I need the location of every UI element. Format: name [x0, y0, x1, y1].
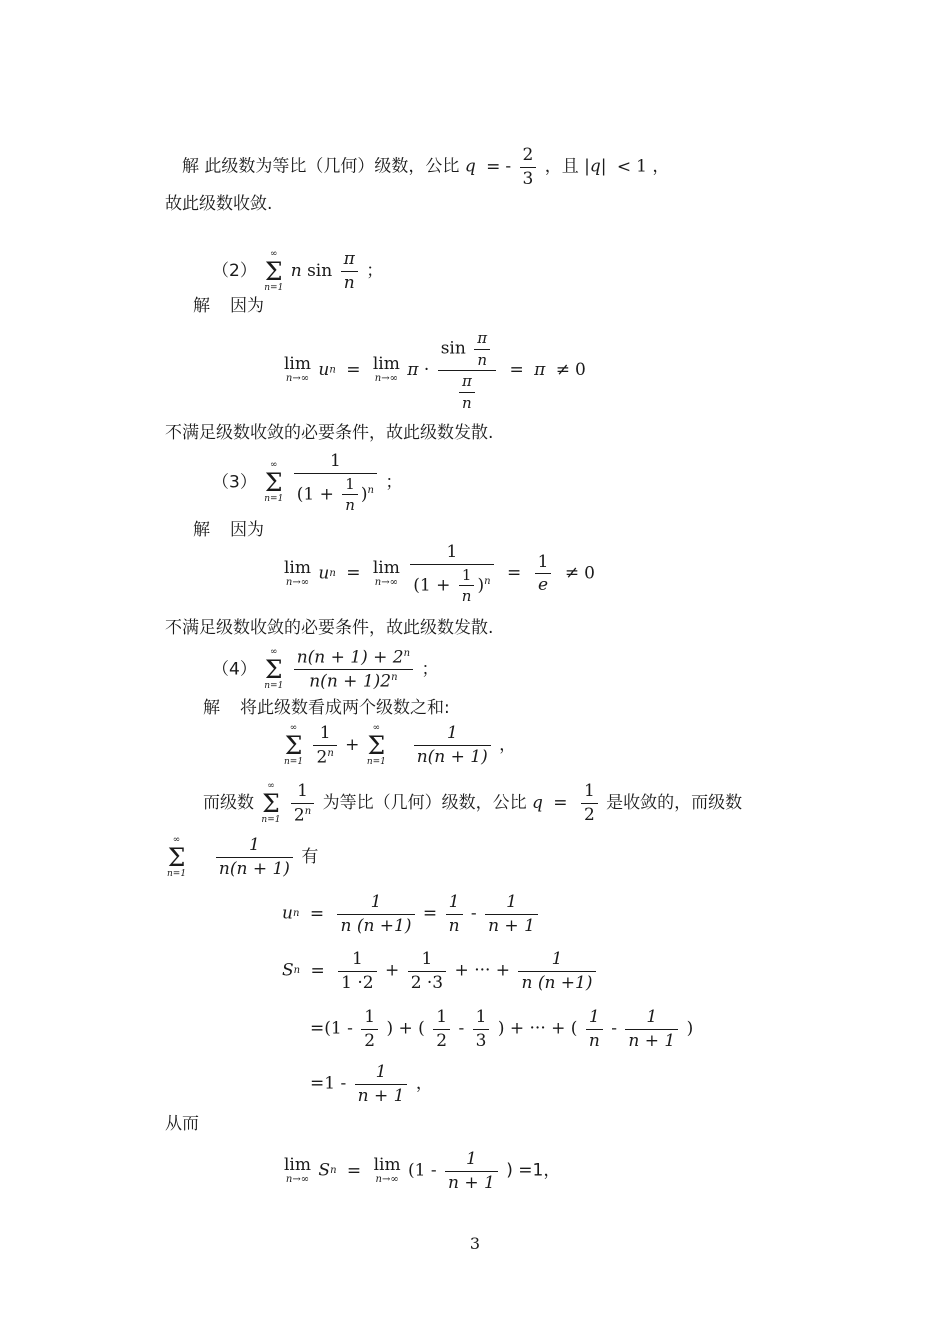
solution-because-3: 解 因为 [193, 520, 264, 540]
fraction-pi-over-n: $\frac{\pi}{n}$ [341, 250, 358, 292]
problem-3: （3） ∞ Σ n=1 1 (1 + $\frac{1}{n}$ )$^n$ ； [212, 451, 403, 515]
sum-symbol: ∞ Σ n=1 [264, 460, 284, 505]
limit-equation-2: lim n→∞ un = lim n→∞ π · sin $\frac{\pi}{n}$ $\frac{\pi}{n}$ = π ≠ 0 [284, 329, 586, 412]
problem-4: （4） ∞ Σ n=1 $\frac{n(n + 1) + 2^n}{n(n + 1)2^n}$ ； [212, 647, 439, 692]
fraction-one-half: $\frac{1}{2}$ [581, 782, 598, 824]
sum-symbol: ∞ Σ n=1 [284, 723, 304, 768]
solution-split-4: 解 将此级数看成两个级数之和: [203, 698, 450, 718]
hence-line: 从而 [165, 1114, 199, 1134]
geometric-series-note: 而级数 ∞ Σ n=1 $\frac{1}{2^n}$ 为等比（几何）级数，公比 q = $\frac{1}{2}$ 是收敛的，而级数 [203, 781, 743, 826]
limit-operator: lim n→∞ [372, 354, 400, 385]
solution-line-1: 解 此级数为等比（几何）级数，公比 q = - $\frac{2}{3}$ ，且 |q| < 1 ， [182, 145, 670, 189]
partial-sum-definition: Sn = $\frac{1}{1 \cdot 2}$ + $\frac{1}{2 \cdot 3}$ + ··· + $\frac{1}{n (n +1)}$ [282, 950, 599, 992]
partial-sum-result: =1 - $\frac{1}{n + 1}$ ， [310, 1062, 433, 1106]
sum-symbol: ∞ Σ n=1 [264, 647, 284, 692]
telescoping-series: ∞ Σ n=1 $\frac{1}{n(n + 1)}$ 有 [167, 835, 319, 879]
fraction-problem-3: 1 (1 + $\frac{1}{n}$ )$^n$ [294, 452, 377, 514]
fraction-one-over-nn1: $\frac{1}{n(n + 1)}$ [216, 836, 293, 878]
fraction-sin-over-pi-n: sin $\frac{\pi}{n}$ $\frac{\pi}{n}$ [438, 330, 496, 411]
fraction-one-over-2n: $\frac{1}{2^n}$ [291, 782, 314, 825]
conclusion-diverge-2: 不满足级数收敛的必要条件，故此级数发散. [165, 423, 494, 443]
limit-operator: lim n→∞ [284, 557, 311, 588]
sum-symbol: ∞ Σ n=1 [264, 249, 284, 293]
limit-equation-3: lim n→∞ un = lim n→∞ 1 (1 + $\frac{1}{n}$ )$^n$ = $\frac{1}{e}$ ≠ 0 [284, 542, 595, 606]
limit-operator: lim n→∞ [372, 557, 400, 588]
fraction-two-thirds: $\frac{2}{3}$ [520, 146, 537, 188]
two-series-sum: ∞ Σ n=1 $\frac{1}{2^n}$ + ∞ Σ n=1 $\frac{1}{n(n + 1)}$ ， [284, 723, 517, 768]
fraction-one-over-e: $\frac{1}{e}$ [535, 553, 552, 595]
limit-operator: lim n→∞ [284, 1155, 311, 1185]
fraction-problem-4: $\frac{n(n + 1) + 2^n}{n(n + 1)2^n}$ [294, 648, 413, 692]
solution-because-2: 解 因为 [193, 296, 264, 316]
fraction-one-over-nn1: $\frac{1}{n(n + 1)}$ [414, 724, 491, 766]
limit-operator: lim n→∞ [284, 354, 311, 385]
final-limit: lim n→∞ Sn = lim n→∞ (1 - $\frac{1}{n + 1}$ ) =1， [284, 1149, 561, 1193]
sum-symbol: ∞ Σ n=1 [366, 723, 386, 768]
conclusion-converge: 故此级数收敛. [165, 194, 273, 214]
un-decomposition: un = $\frac{1}{n (n +1)}$ = $\frac{1}{n}$ - $\frac{1}{n + 1}$ [282, 893, 541, 935]
fraction-one-over-2n: $\frac{1}{2^n}$ [313, 724, 336, 767]
page-number: 3 [469, 1234, 481, 1253]
fraction-limit-3: 1 (1 + $\frac{1}{n}$ )$^n$ [410, 543, 493, 605]
sum-symbol: ∞ Σ n=1 [167, 835, 187, 879]
partial-sum-telescope: =(1 - $\frac{1}{2}$ ) + ( $\frac{1}{2}$ - $\frac{1}{3}$ ) + ··· + ( $\frac{1}{n}$ - $\frac{1}{n + 1}$ ) [310, 1007, 694, 1051]
limit-operator: lim n→∞ [373, 1155, 401, 1185]
problem-2: （2） ∞ Σ n=1 n sin $\frac{\pi}{n}$ ； [212, 249, 384, 293]
conclusion-diverge-3: 不满足级数收敛的必要条件，故此级数发散. [165, 618, 494, 638]
sum-symbol: ∞ Σ n=1 [261, 781, 281, 826]
